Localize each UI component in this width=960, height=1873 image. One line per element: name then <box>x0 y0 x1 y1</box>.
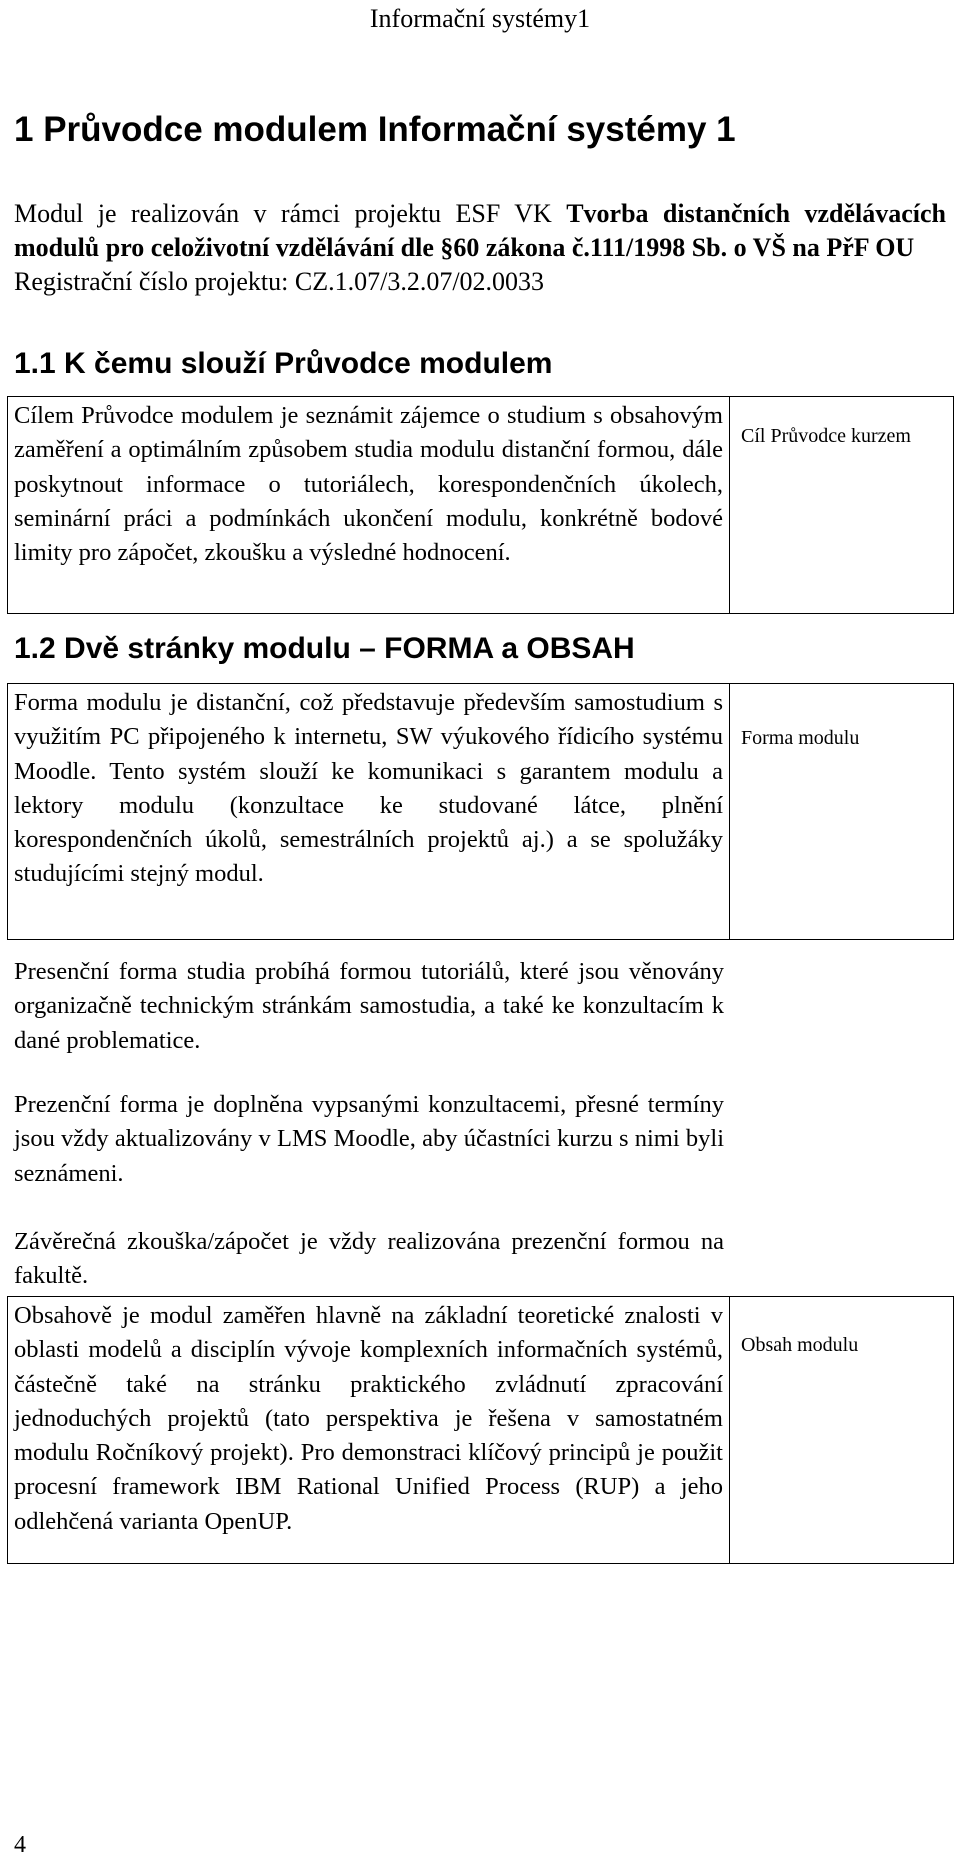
form-box <box>7 683 954 940</box>
content-paragraph: Obsahově je modul zaměřen hlavně na základní teoretické znalosti v oblasti modelů a disciplín vývoje komplexních informačních systémů, částečně také na stránku praktického zvládnutí zpracování jednoduchých projektů (tato perspektiva je řešena v samostatném modulu Ročníkový projekt). Pro demonstraci klíčový principů je použit procesní framework IBM Rational Unified Process (RUP) a jeho odlehčená varianta OpenUP. <box>14 1302 723 1535</box>
page-number: 4 <box>14 1832 26 1858</box>
form-text-cell <box>8 684 730 939</box>
content-margin-note: Obsah modulu <box>741 1334 859 1356</box>
presencni-paragraph-block <box>14 955 724 1058</box>
purpose-paragraph: Cílem Průvodce modulem je seznámit zájemce o studium s obsahovým zaměření a optimálním způsobem studia modulu distanční formou, dále poskytnout informace o tutoriálech, korespondenčních úkolech, seminární práci a podmínkách ukončení modulu, konkrétně bodové limity pro zápočet, zkoušku a výsledné hodnocení. <box>14 402 723 567</box>
content-text-cell <box>8 1297 730 1563</box>
presencni-paragraph: Presenční forma studia probíhá formou tutoriálů, které jsou věnovány organizačně technickým stránkám samostudia, a také ke konzultacím k dané problematice. <box>14 958 724 1054</box>
purpose-text-cell <box>8 397 730 613</box>
form-paragraph: Forma modulu je distanční, což představuje především samostudium s využitím PC připojeného k internetu, SW výukového řídicího systému Moodle. Tento systém slouží ke komunikaci s garantem modulu a lektory modulu (konzultace ke studované látce, plnění korespondenčních úkolů, semestrálních projektů aj.) a se spolužáky studujícími stejný modul. <box>14 689 723 888</box>
purpose-margin-note: Cíl Průvodce kurzem <box>741 425 911 447</box>
section-heading-1-2: 1.2 Dvě stránky modulu – FORMA a OBSAH <box>14 632 635 665</box>
purpose-box <box>7 396 954 614</box>
zaverecna-paragraph: Závěrečná zkouška/zápočet je vždy realizována prezenční formou na fakultě. <box>14 1228 724 1290</box>
intro-bold-text: Tvorba distančních vzdělávacích modulů pro celoživotní vzdělávání dle §60 zákona č.111/1998 Sb. o VŠ na PřF OU <box>14 199 946 262</box>
intro-paragraph <box>14 197 946 265</box>
chapter-heading: 1 Průvodce modulem Informační systémy 1 <box>14 110 736 149</box>
intro-plain-text: Modul je realizován v rámci projektu ESF VK <box>14 199 567 228</box>
form-margin-note: Forma modulu <box>741 727 860 749</box>
section-heading-1-1: 1.1 K čemu slouží Průvodce modulem <box>14 347 553 380</box>
zaverecna-paragraph-block <box>14 1225 724 1294</box>
prezencni-paragraph: Prezenční forma je doplněna vypsanými konzultacemi, přesné termíny jsou vždy aktualizovány v LMS Moodle, aby účastníci kurzu s nimi byli seznámeni. <box>14 1091 724 1187</box>
intro-block <box>14 197 946 299</box>
prezencni-paragraph-block <box>14 1088 724 1191</box>
content-box <box>7 1296 954 1564</box>
running-header: Informační systémy1 <box>369 4 591 33</box>
registration-number: Registrační číslo projektu: CZ.1.07/3.2.07/02.0033 <box>14 267 545 296</box>
